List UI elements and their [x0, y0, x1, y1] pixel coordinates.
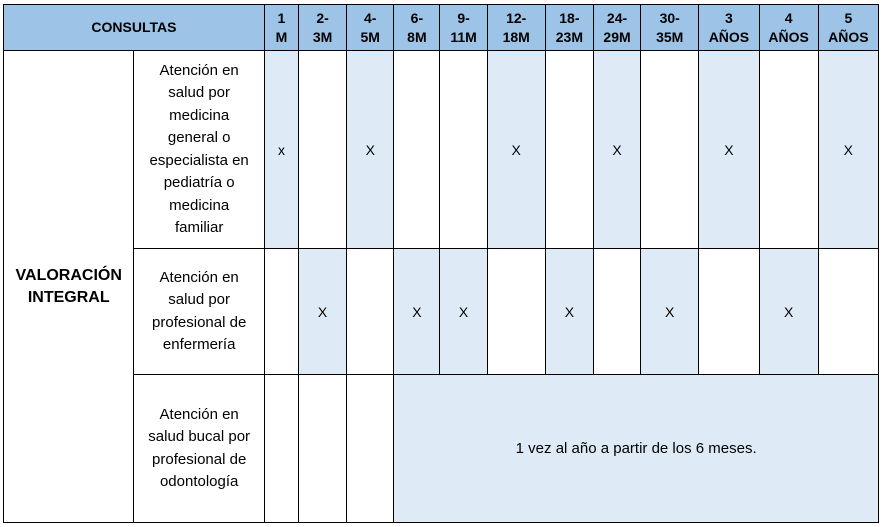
row-label-odontologia: Atención en salud bucal por profesional de odontología — [134, 375, 264, 523]
mark-cell — [759, 51, 818, 249]
col-header-4-5m: 4- 5M — [347, 5, 394, 51]
mark-cell: x — [264, 51, 298, 249]
col-header-5-anos: 5 AÑOS — [818, 5, 878, 51]
mark-cell: X — [347, 51, 394, 249]
mark-cell: X — [394, 249, 440, 375]
mark-cell — [487, 249, 545, 375]
mark-cell: X — [818, 51, 878, 249]
consultations-table — [3, 4, 879, 523]
mark-cell: X — [593, 51, 640, 249]
valoracion-integral-label: VALORACIÓN INTEGRAL — [4, 51, 134, 523]
mark-cell — [299, 375, 347, 523]
col-header-6-8m: 6- 8M — [394, 5, 440, 51]
mark-cell — [641, 51, 699, 249]
col-header-30-35m: 30- 35M — [641, 5, 699, 51]
mark-cell: X — [440, 249, 487, 375]
mark-cell — [299, 51, 347, 249]
row-enfermeria — [4, 249, 879, 375]
mark-cell — [347, 375, 394, 523]
mark-cell — [394, 51, 440, 249]
consultas-header: CONSULTAS — [4, 5, 265, 51]
mark-cell — [264, 375, 298, 523]
mark-cell — [264, 249, 298, 375]
col-header-9-11m: 9- 11M — [440, 5, 487, 51]
mark-cell: X — [487, 51, 545, 249]
odontologia-note: 1 vez al año a partir de los 6 meses. — [394, 375, 879, 523]
mark-cell: X — [699, 51, 759, 249]
mark-cell: X — [299, 249, 347, 375]
col-header-3-anos: 3 AÑOS — [699, 5, 759, 51]
mark-cell — [818, 249, 878, 375]
mark-cell: X — [545, 249, 593, 375]
mark-cell — [440, 51, 487, 249]
mark-cell: X — [759, 249, 818, 375]
mark-cell: X — [641, 249, 699, 375]
row-odontologia — [4, 375, 879, 523]
col-header-24-29m: 24- 29M — [593, 5, 640, 51]
col-header-2-3m: 2- 3M — [299, 5, 347, 51]
col-header-12-18m: 12- 18M — [487, 5, 545, 51]
header-row — [4, 5, 879, 51]
col-header-4-anos: 4 AÑOS — [759, 5, 818, 51]
mark-cell — [347, 249, 394, 375]
mark-cell — [593, 249, 640, 375]
col-header-1m: 1 M — [264, 5, 298, 51]
row-medicina-general — [4, 51, 879, 249]
row-label-enfermeria: Atención en salud por profesional de enfermería — [134, 249, 264, 375]
col-header-18-23m: 18- 23M — [545, 5, 593, 51]
mark-cell — [699, 249, 759, 375]
row-label-medicina-general: Atención en salud por medicina general o especialista en pediatría o medicina familiar — [134, 51, 264, 249]
mark-cell — [545, 51, 593, 249]
